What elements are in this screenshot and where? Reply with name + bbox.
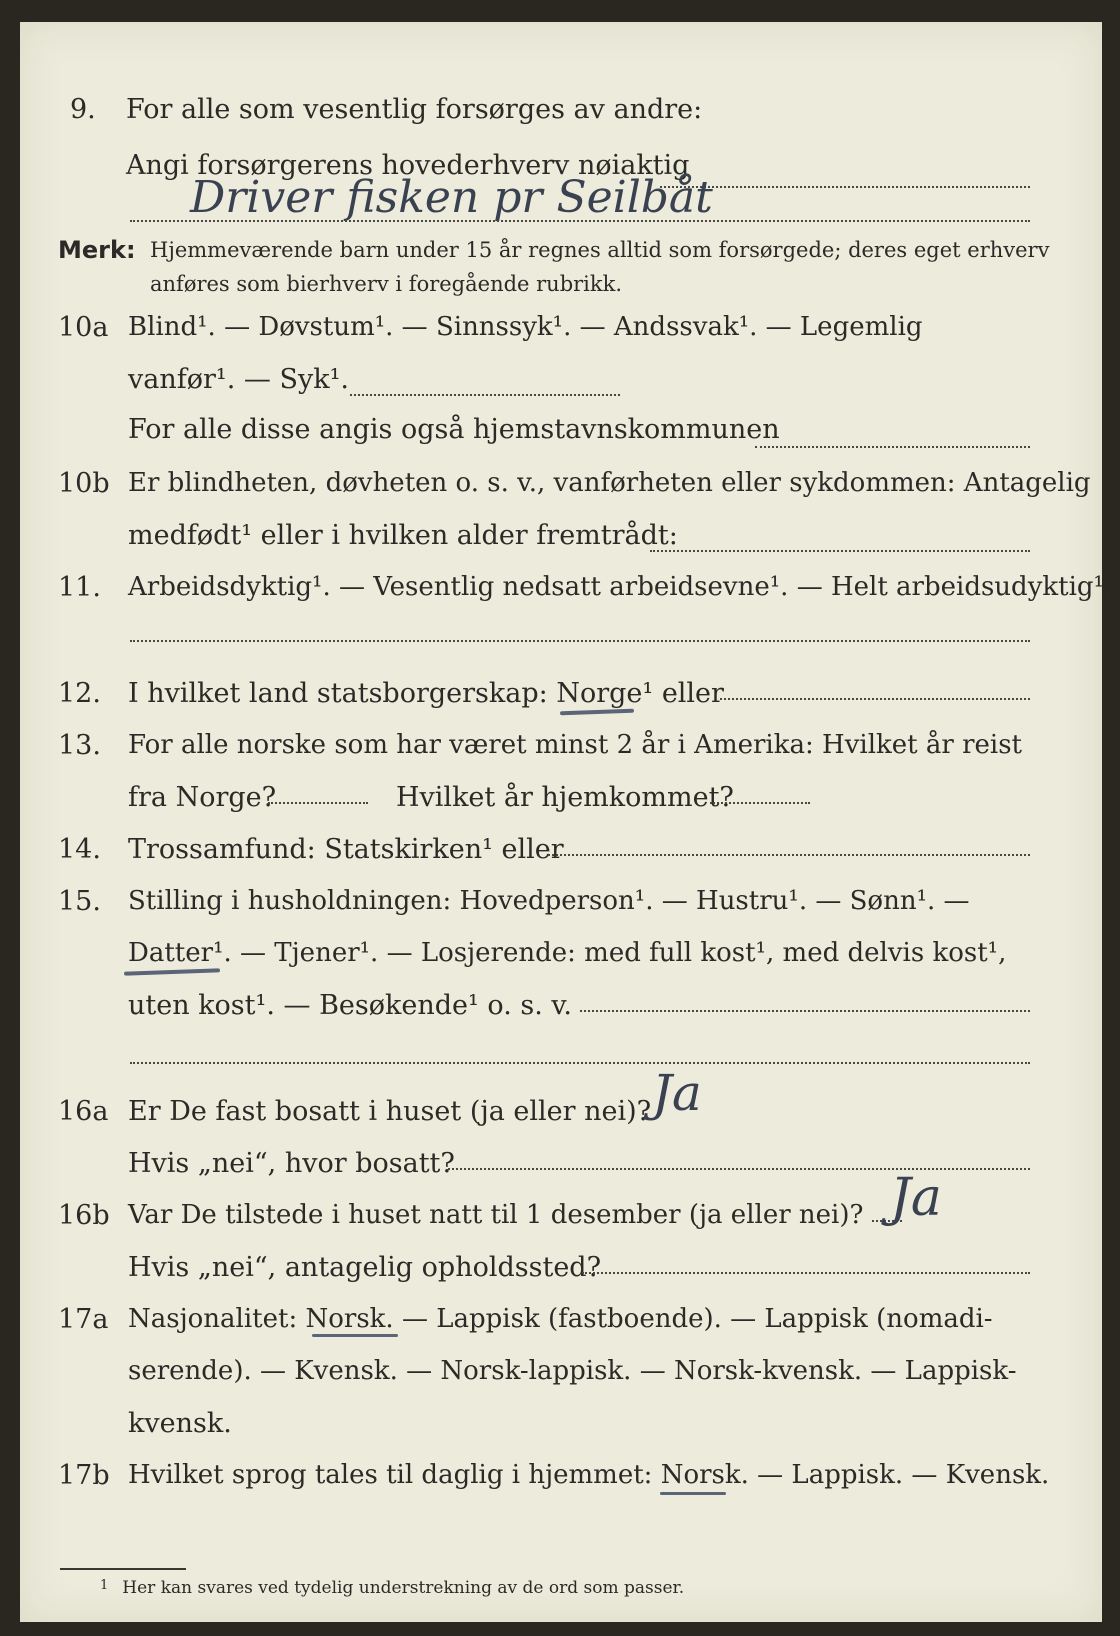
q13-reist-label: fra Norge? xyxy=(128,782,277,813)
census-form-page xyxy=(20,22,1113,1622)
q16a-followup-line xyxy=(448,1168,1030,1170)
q9-instruction: Angi forsørgerens hovederhverv nøiaktig xyxy=(126,150,690,181)
q17b-norsk-option: Norsk. xyxy=(660,1460,749,1490)
q10a-options-2: vanfør¹. — Syk¹. xyxy=(128,364,349,395)
q14-number: 14. xyxy=(58,834,101,865)
q10b-question-1: Er blindheten, døvheten o. s. v., vanførheten eller sykdommen: Antagelig xyxy=(128,468,1091,498)
q16a-followup: Hvis „nei“, hvor bosatt? xyxy=(128,1148,455,1179)
merk-label: Merk: xyxy=(58,236,136,264)
q17a-options-2: serende). — Kvensk. — Norsk-lappisk. — Norsk-kvensk. — Lappisk- xyxy=(128,1356,1017,1386)
q16b-followup: Hvis „nei“, antagelig opholdssted? xyxy=(128,1252,602,1283)
q17a-number: 17a xyxy=(58,1304,109,1335)
q17a-options-3: kvensk. xyxy=(128,1408,232,1439)
q17b-label: Hvilket sprog tales til daglig i hjemmet: xyxy=(128,1460,653,1490)
q15-options-3: uten kost¹. — Besøkende¹ o. s. v. xyxy=(128,990,573,1021)
q17b-number: 17b xyxy=(58,1460,110,1491)
q9-handwritten-answer[interactable]: Driver fisken pr Seilbåt xyxy=(190,172,713,223)
q17a-options-rest: — Lappisk (fastboende). — Lappisk (nomadi- xyxy=(401,1304,993,1334)
q16a-number: 16a xyxy=(58,1096,109,1127)
q16b-followup-line xyxy=(582,1272,1030,1274)
q15-options-2 xyxy=(128,938,1006,968)
q13-hjemkommet-line xyxy=(710,802,810,804)
q10a-syk-line xyxy=(350,394,620,396)
q11-number: 11. xyxy=(58,572,101,603)
q10b-number: 10b xyxy=(58,468,110,499)
footnote-text: Her kan svares ved tydelig understrekning av de ord som passer. xyxy=(122,1578,685,1598)
q17b-norsk-underline xyxy=(660,1492,726,1495)
q15-options-2-rest: ¹. — Tjener¹. — Losjerende: med full kost¹, med delvis kost¹, xyxy=(213,938,1007,968)
footnote-mark: 1 xyxy=(100,1578,109,1593)
q12-norge-label: Norge xyxy=(556,678,643,709)
q17b-options-rest: — Lappisk. — Kvensk. xyxy=(757,1460,1050,1490)
q16a-handwritten-answer[interactable]: Ja xyxy=(652,1064,702,1122)
q10b-answer-line xyxy=(650,550,1030,552)
q17a-label: Nasjonalitet: xyxy=(128,1304,298,1334)
q9-number: 9. xyxy=(70,94,96,125)
q15-datter-option: Datter xyxy=(128,938,214,968)
q16b-question: Var De tilstede i huset natt til 1 desember (ja eller nei)? xyxy=(128,1200,864,1230)
q10a-hjemstavn-line xyxy=(755,446,1030,448)
q9-answer-line-1 xyxy=(660,186,1030,188)
q13-reist-line xyxy=(268,802,368,804)
q16a-question: Er De fast bosatt i huset (ja eller nei)? xyxy=(128,1096,652,1127)
q12-answer-line xyxy=(720,698,1030,700)
q12-question-text: I hvilket land statsborgerskap: xyxy=(128,678,548,709)
merk-text-2: anføres som bierhverv i foregående rubrikk. xyxy=(150,272,623,296)
footnote-rule xyxy=(60,1568,186,1570)
q14-question: Trossamfund: Statskirken¹ eller xyxy=(128,834,564,865)
q10a-options-1: Blind¹. — Døvstum¹. — Sinnssyk¹. — Andssvak¹. — Legemlig xyxy=(128,312,923,342)
q11-options: Arbeidsdyktig¹. — Vesentlig nedsatt arbeidsevne¹. — Helt arbeidsudyktig¹. xyxy=(128,572,1113,602)
q12-number: 12. xyxy=(58,678,101,709)
q15-options-1: Stilling i husholdningen: Hovedperson¹. — Hustru¹. — Sønn¹. — xyxy=(128,886,970,916)
q12-norge-option xyxy=(556,678,642,709)
q12-norge-underline xyxy=(560,709,634,716)
q13-number: 13. xyxy=(58,730,101,761)
q14-answer-line xyxy=(548,854,1030,856)
q12-question xyxy=(128,678,724,709)
q13-hjemkommet-label: Hvilket år hjemkommet? xyxy=(396,782,734,813)
footnote xyxy=(100,1578,684,1598)
q10a-hjemstavn: For alle disse angis også hjemstavnskommunen xyxy=(128,414,780,445)
q9-question: For alle som vesentlig forsørges av andre: xyxy=(126,94,703,125)
q9-answer-line-2 xyxy=(130,220,1030,222)
q10b-question-2: medfødt¹ eller i hvilken alder fremtrådt: xyxy=(128,520,678,551)
q15-answer-line-2 xyxy=(130,1062,1030,1064)
q17a-norsk-option: Norsk. xyxy=(305,1304,394,1334)
q17b-question xyxy=(128,1460,1049,1490)
q15-datter-underline xyxy=(124,968,220,975)
q12-eller: ¹ eller xyxy=(642,678,724,709)
q10a-number: 10a xyxy=(58,312,109,343)
q16b-number: 16b xyxy=(58,1200,110,1231)
merk-text-1: Hjemmeværende barn under 15 år regnes alltid som forsørgede; deres eget erhverv xyxy=(150,238,1050,262)
q15-number: 15. xyxy=(58,886,101,917)
q11-answer-line xyxy=(130,640,1030,642)
q17a-options-1 xyxy=(128,1304,993,1334)
q16b-handwritten-answer[interactable]: Ja xyxy=(890,1168,942,1228)
q13-question-1: For alle norske som har været minst 2 år i Amerika: Hvilket år reist xyxy=(128,730,1022,760)
q15-answer-line-1 xyxy=(580,1010,1030,1012)
q17a-norsk-underline xyxy=(312,1334,398,1337)
